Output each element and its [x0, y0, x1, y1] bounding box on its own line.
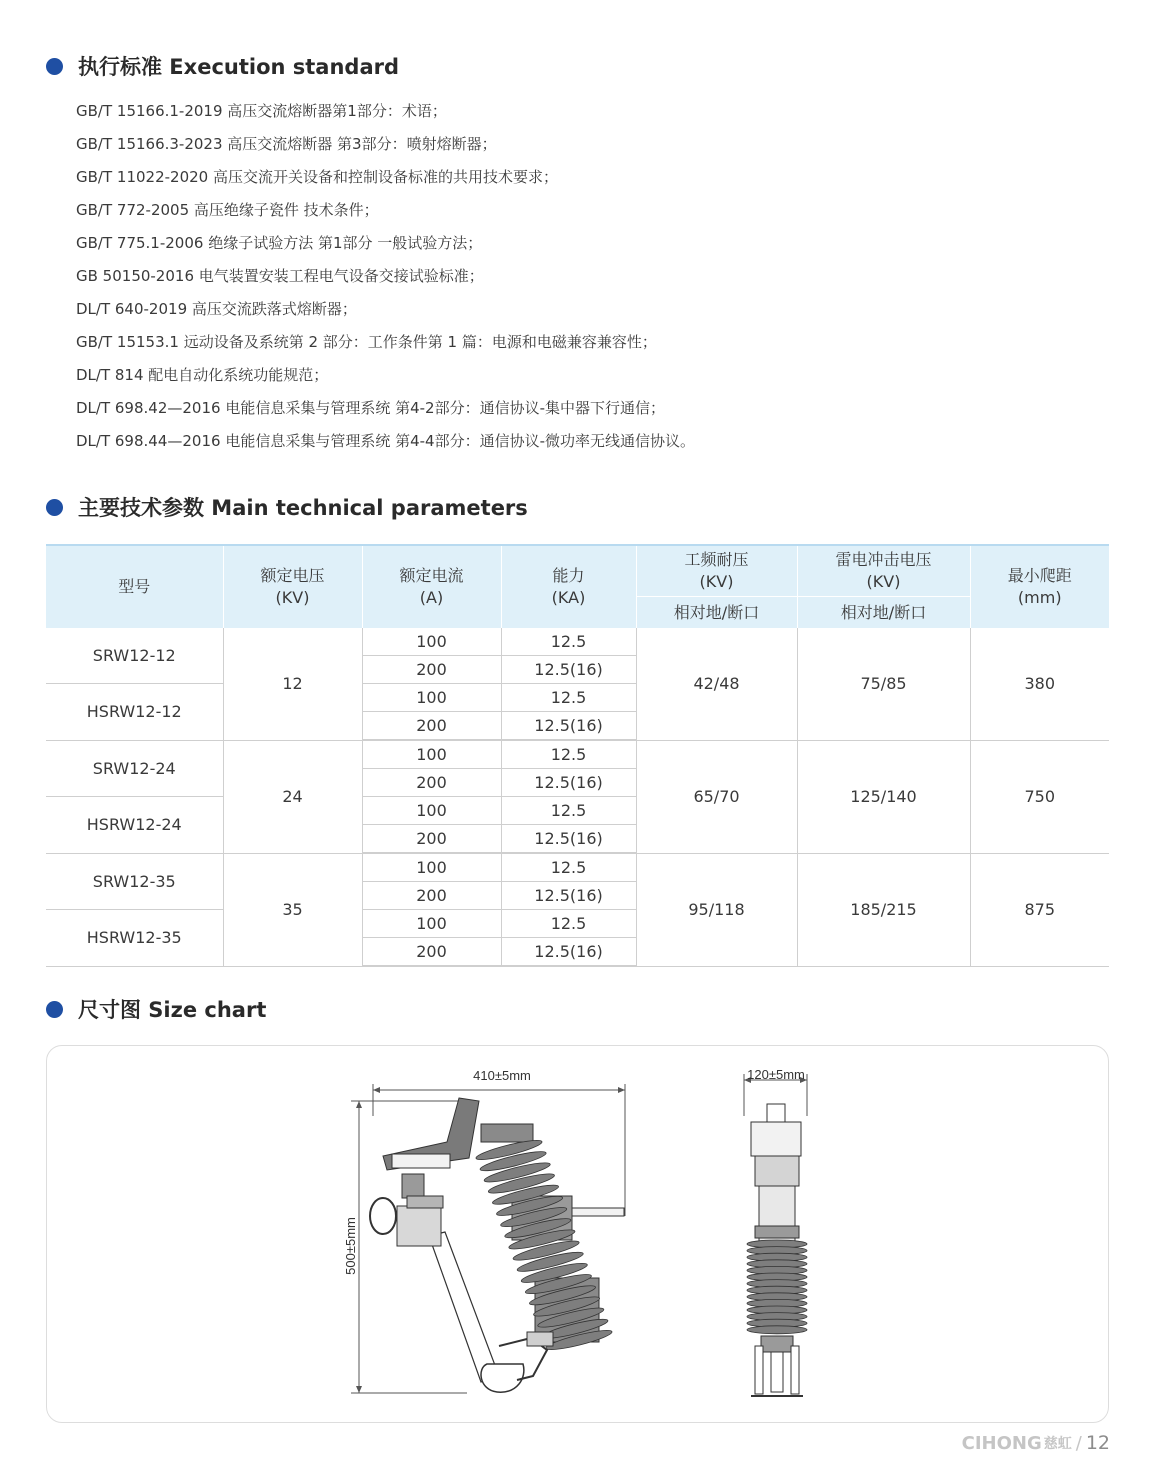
- table-row: [46, 740, 1109, 769]
- bullet-dot-icon: [46, 499, 63, 516]
- li-cell: 125/140: [797, 740, 970, 853]
- size-chart-panel: [46, 1045, 1109, 1423]
- capacity-cell: 12.5: [501, 628, 636, 656]
- header-lightning-impulse: 雷电冲击电压 (KV): [797, 545, 970, 597]
- standard-item: GB/T 11022-2020 高压交流开关设备和控制设备标准的共用技术要求；: [76, 168, 558, 186]
- standard-item: GB/T 15153.1 远动设备及系统第 2 部分：工作条件第 1 篇：电源和电磁兼容兼容性；: [76, 333, 657, 351]
- capacity-cell: 12.5(16): [501, 938, 636, 967]
- standards-heading: [46, 51, 399, 81]
- standard-item: GB/T 15166.3-2023 高压交流熔断器 第3部分：喷射熔断器；: [76, 135, 497, 153]
- pf-cell: 95/118: [636, 853, 797, 966]
- header-rated-current: 额定电流 (A): [362, 545, 501, 628]
- standard-item: GB/T 15166.1-2019 高压交流熔断器第1部分：术语；: [76, 102, 447, 120]
- pf-cell: 65/70: [636, 740, 797, 853]
- header-li-sub: 相对地/断口: [797, 597, 970, 629]
- current-cell: 100: [362, 684, 501, 712]
- capacity-cell: 12.5: [501, 740, 636, 769]
- capacity-cell: 12.5(16): [501, 882, 636, 910]
- capacity-cell: 12.5(16): [501, 712, 636, 741]
- current-cell: 200: [362, 656, 501, 684]
- side-upper-bracket: [383, 1098, 479, 1198]
- header-power-frequency: 工频耐压 (KV): [636, 545, 797, 597]
- bullet-dot-icon: [46, 58, 63, 75]
- voltage-cell: 35: [223, 853, 362, 966]
- capacity-cell: 12.5(16): [501, 825, 636, 854]
- insulator-shed: [747, 1326, 807, 1334]
- standards-title: 执行标准 Execution standard: [78, 55, 400, 79]
- capacity-cell: 12.5(16): [501, 656, 636, 684]
- side-fuse-tube: [370, 1196, 499, 1382]
- standard-item: GB/T 775.1-2006 绝缘子试验方法 第1部分 一般试验方法；: [76, 234, 483, 252]
- creep-cell: 875: [970, 853, 1109, 966]
- capacity-cell: 12.5(16): [501, 769, 636, 797]
- current-cell: 200: [362, 882, 501, 910]
- creep-cell: 750: [970, 740, 1109, 853]
- params-title: 主要技术参数 Main technical parameters: [78, 496, 528, 520]
- current-cell: 100: [362, 910, 501, 938]
- model-cell: HSRW12-12: [46, 684, 223, 741]
- header-capacity: 能力 (KA): [501, 545, 636, 628]
- capacity-cell: 12.5: [501, 684, 636, 712]
- params-heading: [46, 492, 528, 522]
- model-cell: SRW12-24: [46, 740, 223, 797]
- model-cell: HSRW12-35: [46, 910, 223, 967]
- voltage-cell: 24: [223, 740, 362, 853]
- side-insulator: [475, 1124, 624, 1353]
- li-cell: 185/215: [797, 853, 970, 966]
- current-cell: 100: [362, 628, 501, 656]
- standard-item: GB/T 772-2005 高压绝缘子瓷件 技术条件；: [76, 201, 379, 219]
- model-cell: HSRW12-24: [46, 797, 223, 854]
- front-width-label: 120±5mm: [747, 1067, 805, 1082]
- current-cell: 200: [362, 825, 501, 854]
- standard-item: DL/T 814 配电自动化系统功能规范；: [76, 366, 329, 384]
- brand-logo: CIHONG: [961, 1432, 1042, 1454]
- parameters-table: [46, 544, 1109, 967]
- bullet-dot-icon: [46, 1001, 63, 1018]
- model-cell: SRW12-35: [46, 853, 223, 910]
- table-row: [46, 853, 1109, 882]
- header-pf-sub: 相对地/断口: [636, 597, 797, 629]
- capacity-cell: 12.5: [501, 910, 636, 938]
- capacity-cell: 12.5: [501, 853, 636, 882]
- header-model: 型号: [46, 545, 223, 628]
- size-chart-title: 尺寸图 Size chart: [78, 998, 267, 1022]
- front-view-device: [747, 1104, 807, 1396]
- footer-separator: /: [1075, 1432, 1082, 1454]
- pf-cell: 42/48: [636, 628, 797, 740]
- li-cell: 75/85: [797, 628, 970, 740]
- size-chart-heading: [46, 994, 266, 1024]
- standards-list: [76, 98, 695, 461]
- header-rated-voltage: 额定电压 (KV): [223, 545, 362, 628]
- current-cell: 100: [362, 797, 501, 825]
- side-height-label: 500±5mm: [343, 1217, 358, 1275]
- current-cell: 100: [362, 853, 501, 882]
- creep-cell: 380: [970, 628, 1109, 740]
- side-width-label: 410±5mm: [473, 1068, 531, 1083]
- table-row: [46, 628, 1109, 656]
- current-cell: 200: [362, 769, 501, 797]
- standard-item: DL/T 640-2019 高压交流跌落式熔断器；: [76, 300, 357, 318]
- standard-item: DL/T 698.42—2016 电能信息采集与管理系统 第4-2部分：通信协议-集中器下行通信；: [76, 399, 666, 417]
- header-creepage: 最小爬距 (mm): [970, 545, 1109, 628]
- standard-item: DL/T 698.44—2016 电能信息采集与管理系统 第4-4部分：通信协议-微功率无线通信协议。: [76, 432, 696, 450]
- standard-item: GB 50150-2016 电气装置安装工程电气设备交接试验标准；: [76, 267, 484, 285]
- page-number: 12: [1085, 1432, 1110, 1454]
- capacity-cell: 12.5: [501, 797, 636, 825]
- current-cell: 200: [362, 938, 501, 967]
- current-cell: 100: [362, 740, 501, 769]
- voltage-cell: 12: [223, 628, 362, 740]
- page-footer: [962, 1432, 1110, 1454]
- brand-logo-cn: 慈虹: [1043, 1436, 1072, 1452]
- current-cell: 200: [362, 712, 501, 741]
- size-drawing: [47, 1046, 1108, 1422]
- model-cell: SRW12-12: [46, 628, 223, 684]
